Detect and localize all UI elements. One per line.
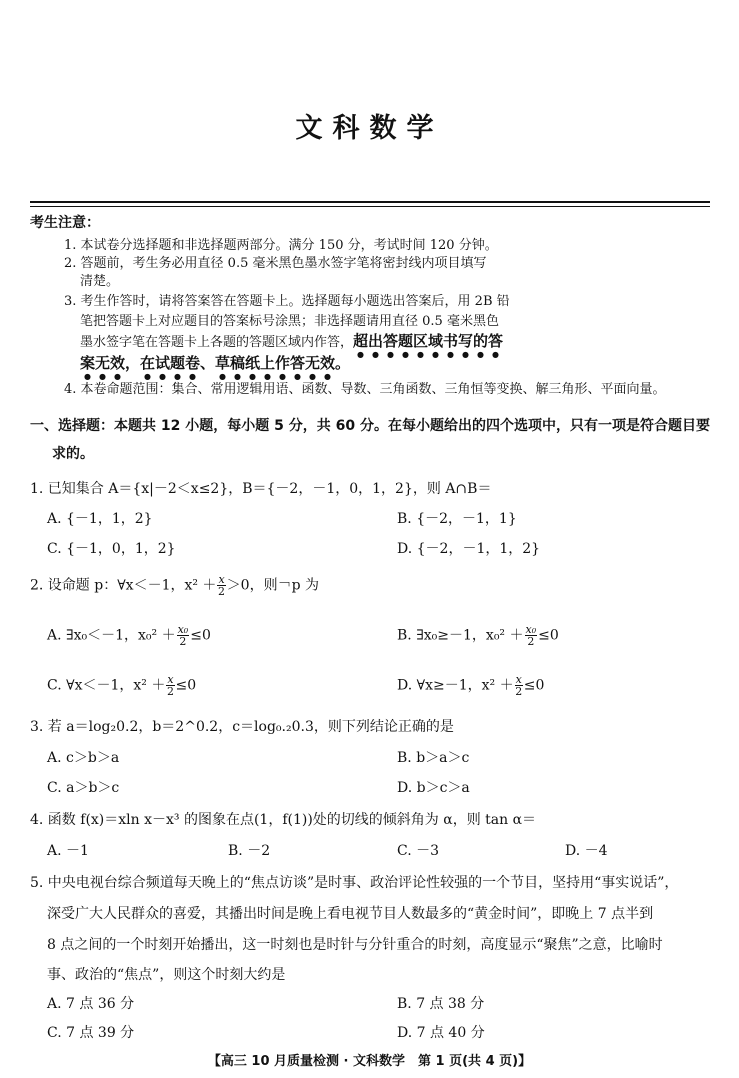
denominator: 2	[515, 685, 523, 698]
option-d: D. －4	[565, 843, 608, 859]
notice-item: 3. 考生作答时，请将答案答在答题卡上。选择题每小题选出答案后，用 2B 铅	[64, 294, 510, 309]
page-footer: 【高三 10 月质量检测 · 文科数学 第 1 页(共 4 页)】	[207, 1054, 532, 1069]
option-c	[47, 674, 196, 697]
option-part: ≤0	[190, 627, 211, 644]
question-stem: 4. 函数 f(x)＝xln x－x³ 的图象在点(1，f(1))处的切线的倾斜角为 α，则 tan α＝	[30, 812, 537, 828]
option-c: C. {－1，0，1，2}	[47, 541, 176, 557]
option-b: B. {－2，－1，1}	[397, 511, 517, 527]
numerator: x₀	[525, 623, 537, 636]
option-a: A. －1	[47, 843, 89, 859]
notice-item: 墨水签字笔在答题卡上各题的答题区域内作答，	[80, 335, 354, 350]
numerator: x	[218, 573, 225, 586]
question-stem-cont: 事、政治的“焦点”，则这个时刻大约是	[47, 967, 286, 983]
option-d: D. b＞c＞a	[397, 780, 470, 796]
option-d	[397, 674, 544, 697]
question-stem: 1. 已知集合 A＝{x|－2＜x≤2}，B＝{－2，－1，0，1，2}，则 A∩B＝	[30, 481, 492, 497]
option-part: A. ∃x₀＜－1，x₀² ＋	[47, 627, 176, 644]
numerator: x₀	[177, 623, 189, 636]
option-part: B. ∃x₀≥－1，x₀² ＋	[397, 627, 524, 644]
denominator: 2	[166, 685, 174, 698]
denominator: 2	[179, 635, 187, 648]
notice-item: 2. 答题前，考生务必用直径 0.5 毫米黑色墨水签字笔将密封线内项目填写	[64, 256, 487, 271]
question-stem-cont: 8 点之间的一个时刻开始播出，这一时刻也是时针与分针重合的时刻，高度显示“聚焦”之意，比喻时	[47, 937, 663, 953]
option-part: ≤0	[175, 677, 197, 694]
option-c: C. 7 点 39 分	[47, 1025, 135, 1041]
notice-item: 1. 本试卷分选择题和非选择题两部分。满分 150 分，考试时间 120 分钟。	[64, 238, 498, 253]
option-b: B. －2	[228, 843, 271, 859]
option-b: B. b＞a＞c	[397, 750, 470, 766]
option-c: C. －3	[397, 843, 440, 859]
header-rule-thick	[30, 201, 710, 203]
page-title: 文科数学	[295, 113, 444, 144]
option-c: C. a＞b＞c	[47, 780, 120, 796]
section-heading: 一、选择题：本题共 12 小题，每小题 5 分，共 60 分。在每小题给出的四个选项中，只有一项是符合题目要	[30, 418, 710, 434]
fraction	[177, 624, 190, 647]
notice-item: 清楚。	[80, 274, 120, 289]
fraction	[217, 574, 225, 597]
numerator: x	[167, 673, 174, 686]
option-part: ≤0	[538, 627, 559, 644]
header-rule-thin	[30, 206, 710, 207]
notice-heading: 考生注意：	[30, 215, 100, 231]
notice-emphasis: 超出答题区域书写的答	[353, 332, 504, 350]
fraction	[166, 674, 174, 697]
question-stem: 5. 中央电视台综合频道每天晚上的“焦点访谈”是时事、政治评论性较强的一个节目，坚持用“事实说话”，	[30, 875, 679, 891]
question-stem-cont: 深受广大人民群众的喜爱，其播出时间是晚上看电视节目人数最多的“黄金时间”，即晚上 7 点半到	[47, 906, 654, 922]
question-stem	[30, 574, 319, 597]
fraction	[515, 674, 523, 697]
option-b: B. 7 点 38 分	[397, 996, 485, 1012]
fraction	[525, 624, 538, 647]
option-part: ≤0	[523, 677, 545, 694]
stem-part: 2. 设命题 p：∀x＜－1，x² ＋	[30, 577, 217, 594]
option-part: D. ∀x≥－1，x² ＋	[397, 677, 514, 694]
notice-emphasis: 案无效，在试题卷、草稿纸上作答无效。	[80, 354, 351, 372]
option-a: A. 7 点 36 分	[47, 996, 135, 1012]
question-stem: 3. 若 a＝log₂0.2，b＝2^0.2，c＝log₀.₂0.3，则下列结论正确的是	[30, 719, 454, 735]
option-part: C. ∀x＜－1，x² ＋	[47, 677, 166, 694]
section-heading-cont: 求的。	[52, 446, 94, 462]
stem-part: ＞0，则￢p 为	[226, 577, 319, 594]
option-b	[397, 624, 559, 647]
option-a: A. {－1，1，2}	[47, 511, 153, 527]
numerator: x	[515, 673, 522, 686]
denominator: 2	[527, 635, 535, 648]
option-d: D. 7 点 40 分	[397, 1025, 485, 1041]
option-a: A. c＞b＞a	[47, 750, 120, 766]
option-d: D. {－2，－1，1，2}	[397, 541, 541, 557]
option-a	[47, 624, 211, 647]
notice-item: 4. 本卷命题范围：集合、常用逻辑用语、函数、导数、三角函数、三角恒等变换、解三角形、平面向量。	[64, 382, 666, 397]
notice-item: 笔把答题卡上对应题目的答案标号涂黑；非选择题请用直径 0.5 毫米黑色	[80, 314, 499, 329]
denominator: 2	[218, 585, 226, 598]
